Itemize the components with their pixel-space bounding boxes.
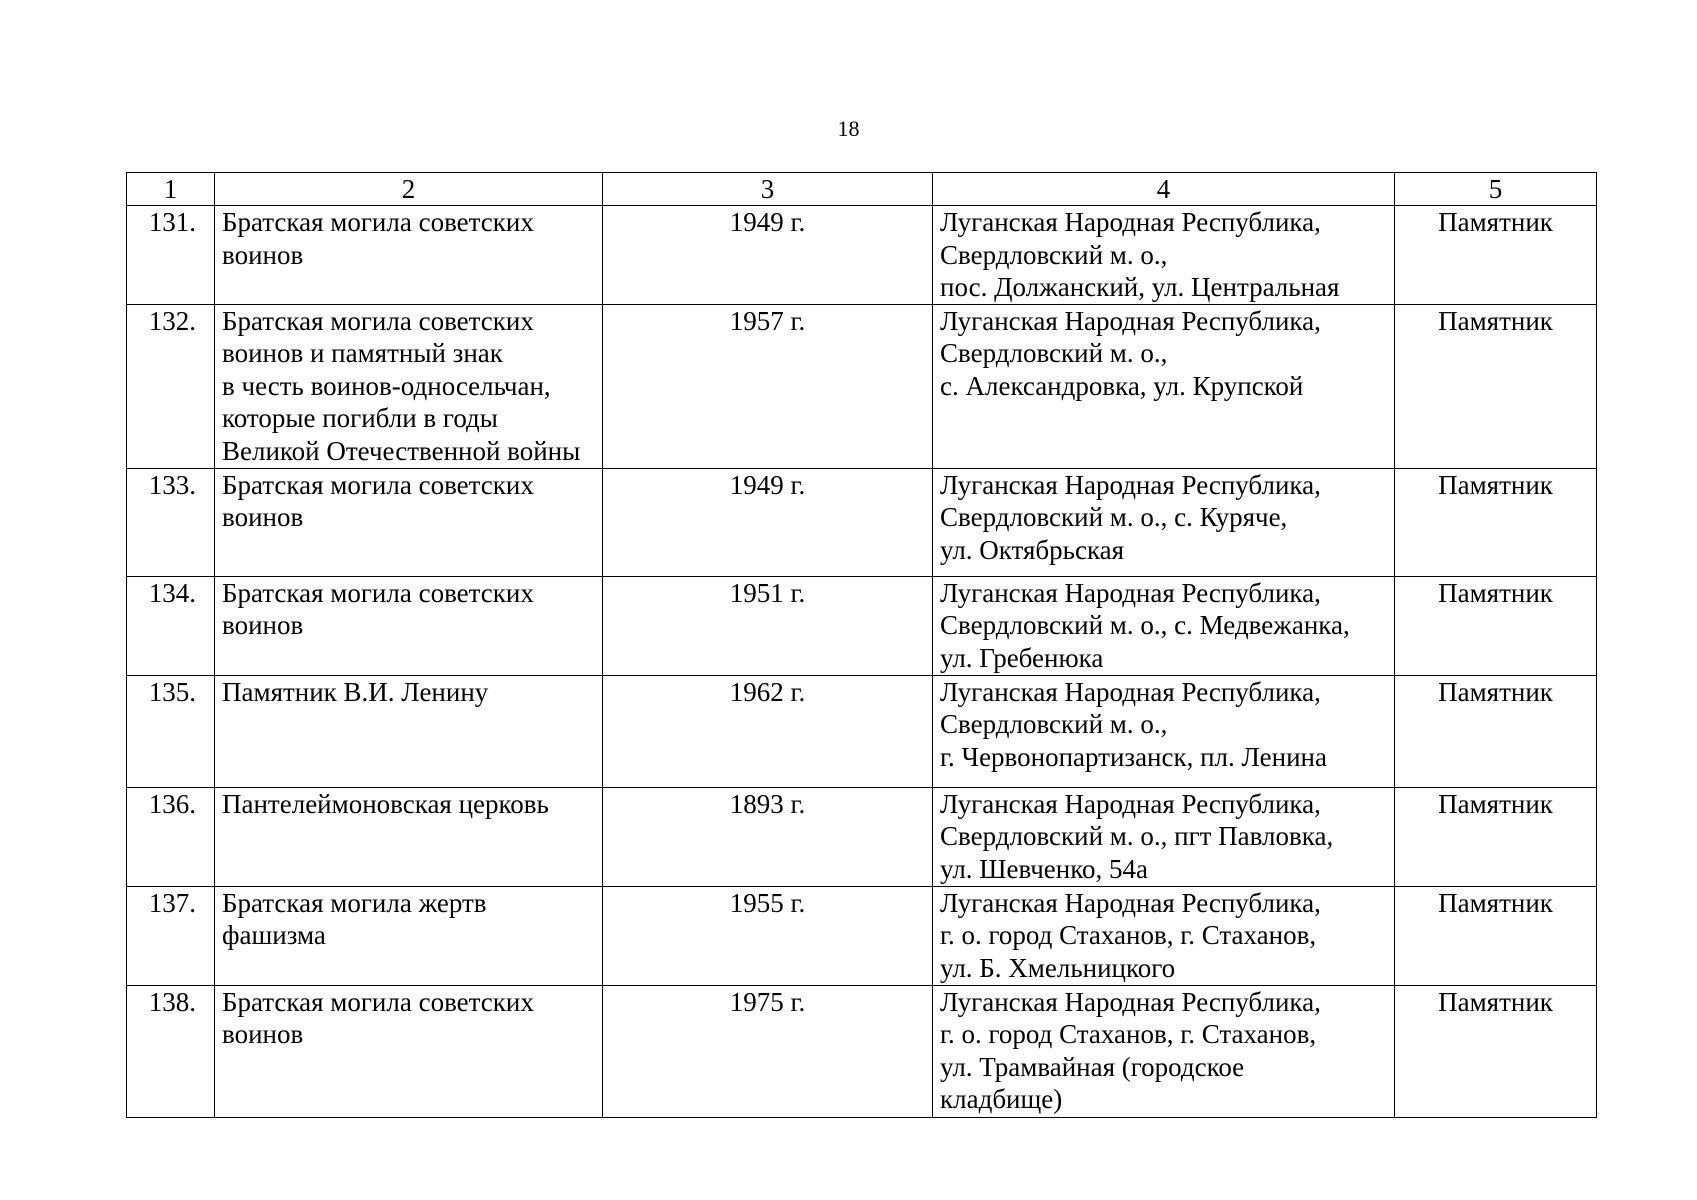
object-location: Луганская Народная Республика, г. о. город Стаханов, г. Стаханов, ул. Б. Хмельницкого <box>933 886 1395 985</box>
object-category: Памятник <box>1395 886 1597 985</box>
object-year: 1949 г. <box>603 468 933 576</box>
table-row <box>127 206 1597 305</box>
object-category: Памятник <box>1395 576 1597 675</box>
table-row <box>127 468 1597 576</box>
object-category: Памятник <box>1395 675 1597 787</box>
object-name: Братская могила советских воинов <box>215 468 603 576</box>
row-number: 137. <box>127 886 215 985</box>
object-category: Памятник <box>1395 468 1597 576</box>
object-year: 1962 г. <box>603 675 933 787</box>
object-location: Луганская Народная Республика, Свердловский м. о., г. Червонопартизанск, пл. Ленина <box>933 675 1395 787</box>
object-location: Луганская Народная Республика, Свердловский м. о., с. Медвежанка, ул. Гребенюка <box>933 576 1395 675</box>
object-name: Братская могила жертв фашизма <box>215 886 603 985</box>
table-row <box>127 576 1597 675</box>
object-year: 1949 г. <box>603 206 933 305</box>
table-row <box>127 985 1597 1117</box>
object-name: Братская могила советских воинов и памятный знак в честь воинов-односельчан, которые погибли в годы Великой Отечественной войны <box>215 304 603 468</box>
object-year: 1957 г. <box>603 304 933 468</box>
row-number: 135. <box>127 675 215 787</box>
object-category: Памятник <box>1395 985 1597 1117</box>
object-category: Памятник <box>1395 206 1597 305</box>
monuments-table <box>126 172 1597 1118</box>
object-year: 1893 г. <box>603 787 933 886</box>
header-cell-1: 1 <box>127 173 215 206</box>
object-name: Памятник В.И. Ленину <box>215 675 603 787</box>
row-number: 136. <box>127 787 215 886</box>
table-row <box>127 675 1597 787</box>
object-category: Памятник <box>1395 787 1597 886</box>
object-name: Братская могила советских воинов <box>215 985 603 1117</box>
header-cell-5: 5 <box>1395 173 1597 206</box>
object-location: Луганская Народная Республика, г. о. город Стаханов, г. Стаханов, ул. Трамвайная (городское кладбище) <box>933 985 1395 1117</box>
object-year: 1955 г. <box>603 886 933 985</box>
row-number: 138. <box>127 985 215 1117</box>
row-number: 131. <box>127 206 215 305</box>
row-number: 132. <box>127 304 215 468</box>
object-location: Луганская Народная Республика, Свердловский м. о., с. Куряче, ул. Октябрьская <box>933 468 1395 576</box>
table-header-row <box>127 173 1597 206</box>
object-location: Луганская Народная Республика, Свердловский м. о., пгт Павловка, ул. Шевченко, 54а <box>933 787 1395 886</box>
table-row <box>127 787 1597 886</box>
object-name: Братская могила советских воинов <box>215 576 603 675</box>
object-name: Пантелеймоновская церковь <box>215 787 603 886</box>
object-year: 1975 г. <box>603 985 933 1117</box>
object-location: Луганская Народная Республика, Свердловский м. о., с. Александровка, ул. Крупской <box>933 304 1395 468</box>
object-category: Памятник <box>1395 304 1597 468</box>
header-cell-4: 4 <box>933 173 1395 206</box>
page-number: 18 <box>837 116 860 141</box>
row-number: 133. <box>127 468 215 576</box>
object-year: 1951 г. <box>603 576 933 675</box>
row-number: 134. <box>127 576 215 675</box>
table-row <box>127 886 1597 985</box>
header-cell-3: 3 <box>603 173 933 206</box>
header-cell-2: 2 <box>215 173 603 206</box>
object-name: Братская могила советских воинов <box>215 206 603 305</box>
object-location: Луганская Народная Республика, Свердловский м. о., пос. Должанский, ул. Центральная <box>933 206 1395 305</box>
table-row <box>127 304 1597 468</box>
